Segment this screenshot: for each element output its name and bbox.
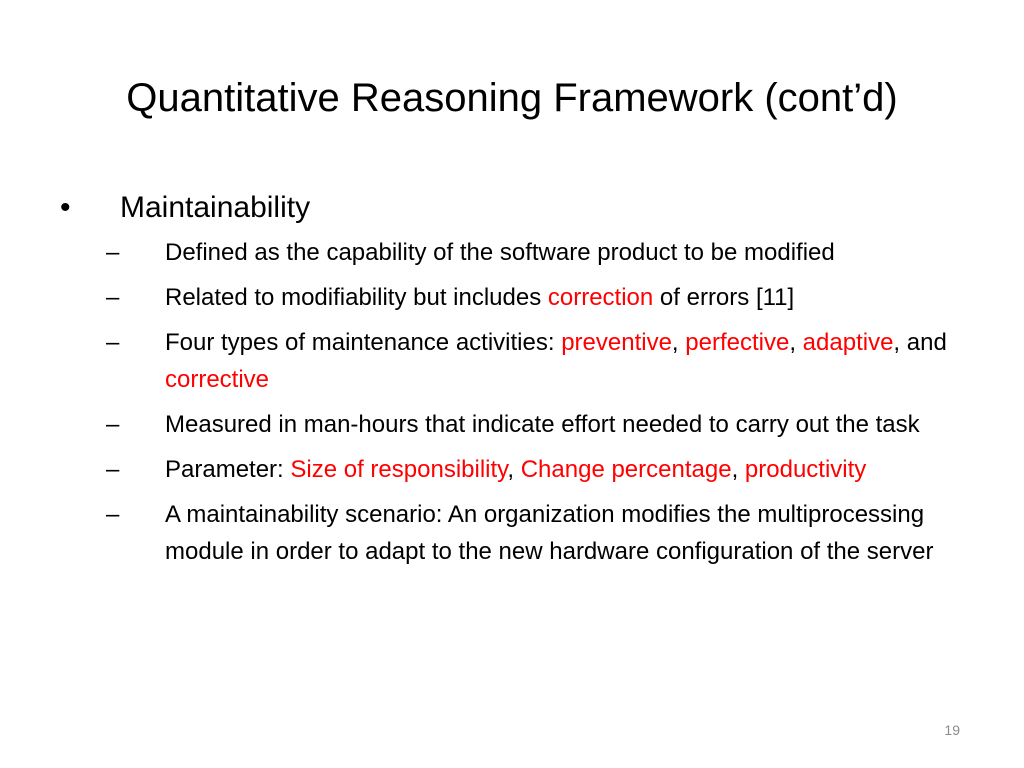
sub-bullet-text: Related to modifiability but includes xyxy=(165,284,548,311)
sub-bullet-text: Parameter: xyxy=(165,456,291,483)
sub-bullet-marker: – xyxy=(106,239,120,266)
sub-bullet-text: A maintainability scenario: An organization modifies the multiprocessing module in order to adapt to the new hardware configuration of the server xyxy=(165,501,934,565)
sub-bullet-marker: – xyxy=(106,284,120,311)
sub-bullet-text: Measured in man-hours that indicate effort needed to carry out the task xyxy=(165,411,920,438)
sub-bullet-text: , and xyxy=(893,329,947,356)
sub-bullet-item xyxy=(60,406,960,443)
sub-bullet-text: , xyxy=(731,456,745,483)
highlighted-term: adaptive xyxy=(802,329,894,356)
bullet-maintainability xyxy=(60,186,960,230)
highlighted-term: Size of responsibility xyxy=(290,456,508,483)
sub-bullet-item xyxy=(60,324,960,398)
highlighted-term: productivity xyxy=(744,456,867,483)
highlighted-term: perfective xyxy=(685,329,790,356)
sub-bullet-item xyxy=(60,496,960,570)
slide-content xyxy=(60,186,960,578)
page-number: 19 xyxy=(944,722,960,738)
sub-bullet-text: , xyxy=(507,456,521,483)
highlighted-term: corrective xyxy=(165,366,270,393)
sub-bullet-marker: – xyxy=(106,329,120,356)
highlighted-term: preventive xyxy=(561,329,672,356)
sub-bullet-text: of errors [11] xyxy=(653,284,795,311)
highlighted-term: correction xyxy=(547,284,654,311)
sub-bullet-marker: – xyxy=(106,456,120,483)
highlighted-term: Change percentage xyxy=(520,456,732,483)
bullet-text: Maintainability xyxy=(120,191,311,224)
sub-bullet-marker: – xyxy=(106,501,120,528)
sub-bullet-text: Four types of maintenance activities: xyxy=(165,329,562,356)
sub-bullet-marker: – xyxy=(106,411,120,438)
sub-bullet-item xyxy=(60,234,960,271)
sub-bullet-text: Defined as the capability of the software product to be modified xyxy=(165,239,835,266)
sub-bullet-text: , xyxy=(789,329,803,356)
sub-bullet-text: , xyxy=(671,329,686,356)
slide-title: Quantitative Reasoning Framework (cont’d) xyxy=(126,76,898,120)
sub-bullet-item xyxy=(60,451,960,488)
sub-bullet-item xyxy=(60,279,960,316)
bullet-marker: • xyxy=(60,191,71,224)
sub-bullet-list xyxy=(60,234,960,570)
